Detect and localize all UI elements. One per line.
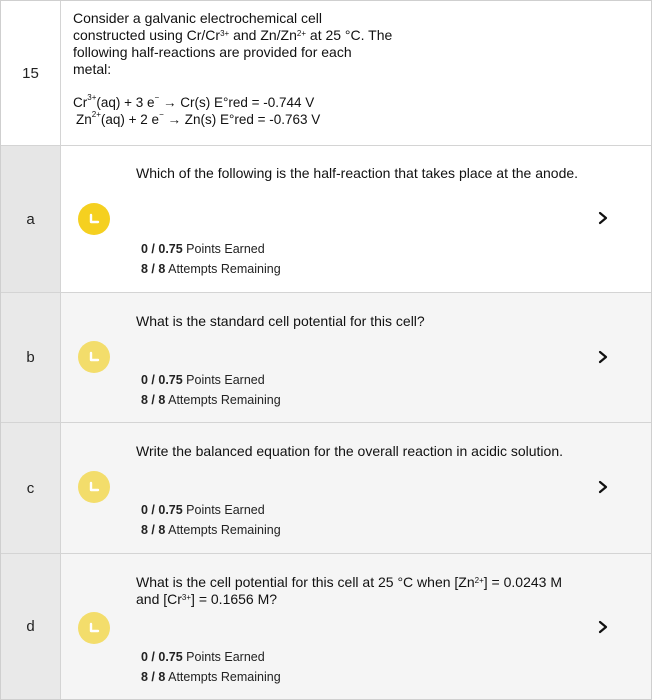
question-text: Consider a galvanic electrochemical cell constructed using $Cr/Cr^{3+}$ and $Zn/Zn^{2+}$ at 25 °C. The following half-reactions are provided for each metal: [73,10,393,77]
part-a-row[interactable] [1,146,651,293]
part-d-row[interactable] [1,554,651,699]
half-reaction-zinc: $Zn^{2+}(aq) + 2$ e− → Zn(s) E°red = -0.763 V [76,110,321,127]
points-earned: 0 / 0.75 Points Earned [141,242,265,256]
points-earned: 0 / 0.75 Points Earned [141,650,265,664]
attempts-remaining: 8 / 8 Attempts Remaining [141,262,281,276]
points-earned: 0 / 0.75 Points Earned [141,373,265,387]
part-label: d [1,554,61,699]
part-status [141,647,281,687]
part-prompt: Which of the following is the half-reaction that takes place at the anode. [136,165,579,181]
chevron-right-icon[interactable] [595,349,611,365]
part-label: b [1,293,61,422]
chevron-right-icon[interactable] [595,479,611,495]
question-header [1,1,651,146]
part-b-row[interactable] [1,293,651,423]
clock-icon [78,203,110,235]
chevron-right-icon[interactable] [595,619,611,635]
part-status [141,370,281,410]
part-prompt: Write the balanced equation for the overall reaction in acidic solution. [136,443,563,459]
clock-icon [78,612,110,644]
attempts-remaining: 8 / 8 Attempts Remaining [141,670,281,684]
clock-icon [78,471,110,503]
part-status [141,239,281,279]
half-reaction-chromium: $Cr^{3+}(aq) + 3$ e− → Cr(s) E°red = -0.744 V [73,93,315,110]
chevron-right-icon[interactable] [595,210,611,226]
part-label: a [1,146,61,292]
question-body [61,1,651,145]
part-label: c [1,423,61,553]
question-number: 15 [1,1,61,145]
part-c-row[interactable] [1,423,651,554]
clock-icon [78,341,110,373]
points-earned: 0 / 0.75 Points Earned [141,503,265,517]
part-status [141,500,281,540]
attempts-remaining: 8 / 8 Attempts Remaining [141,393,281,407]
part-prompt: What is the standard cell potential for this cell? [136,313,425,329]
part-prompt: What is the cell potential for this cell at 25 °C when $[Zn^{2+}] = 0.0243$ M and $[Cr^{3+}] = 0.1656$ M? [136,574,562,607]
attempts-remaining: 8 / 8 Attempts Remaining [141,523,281,537]
